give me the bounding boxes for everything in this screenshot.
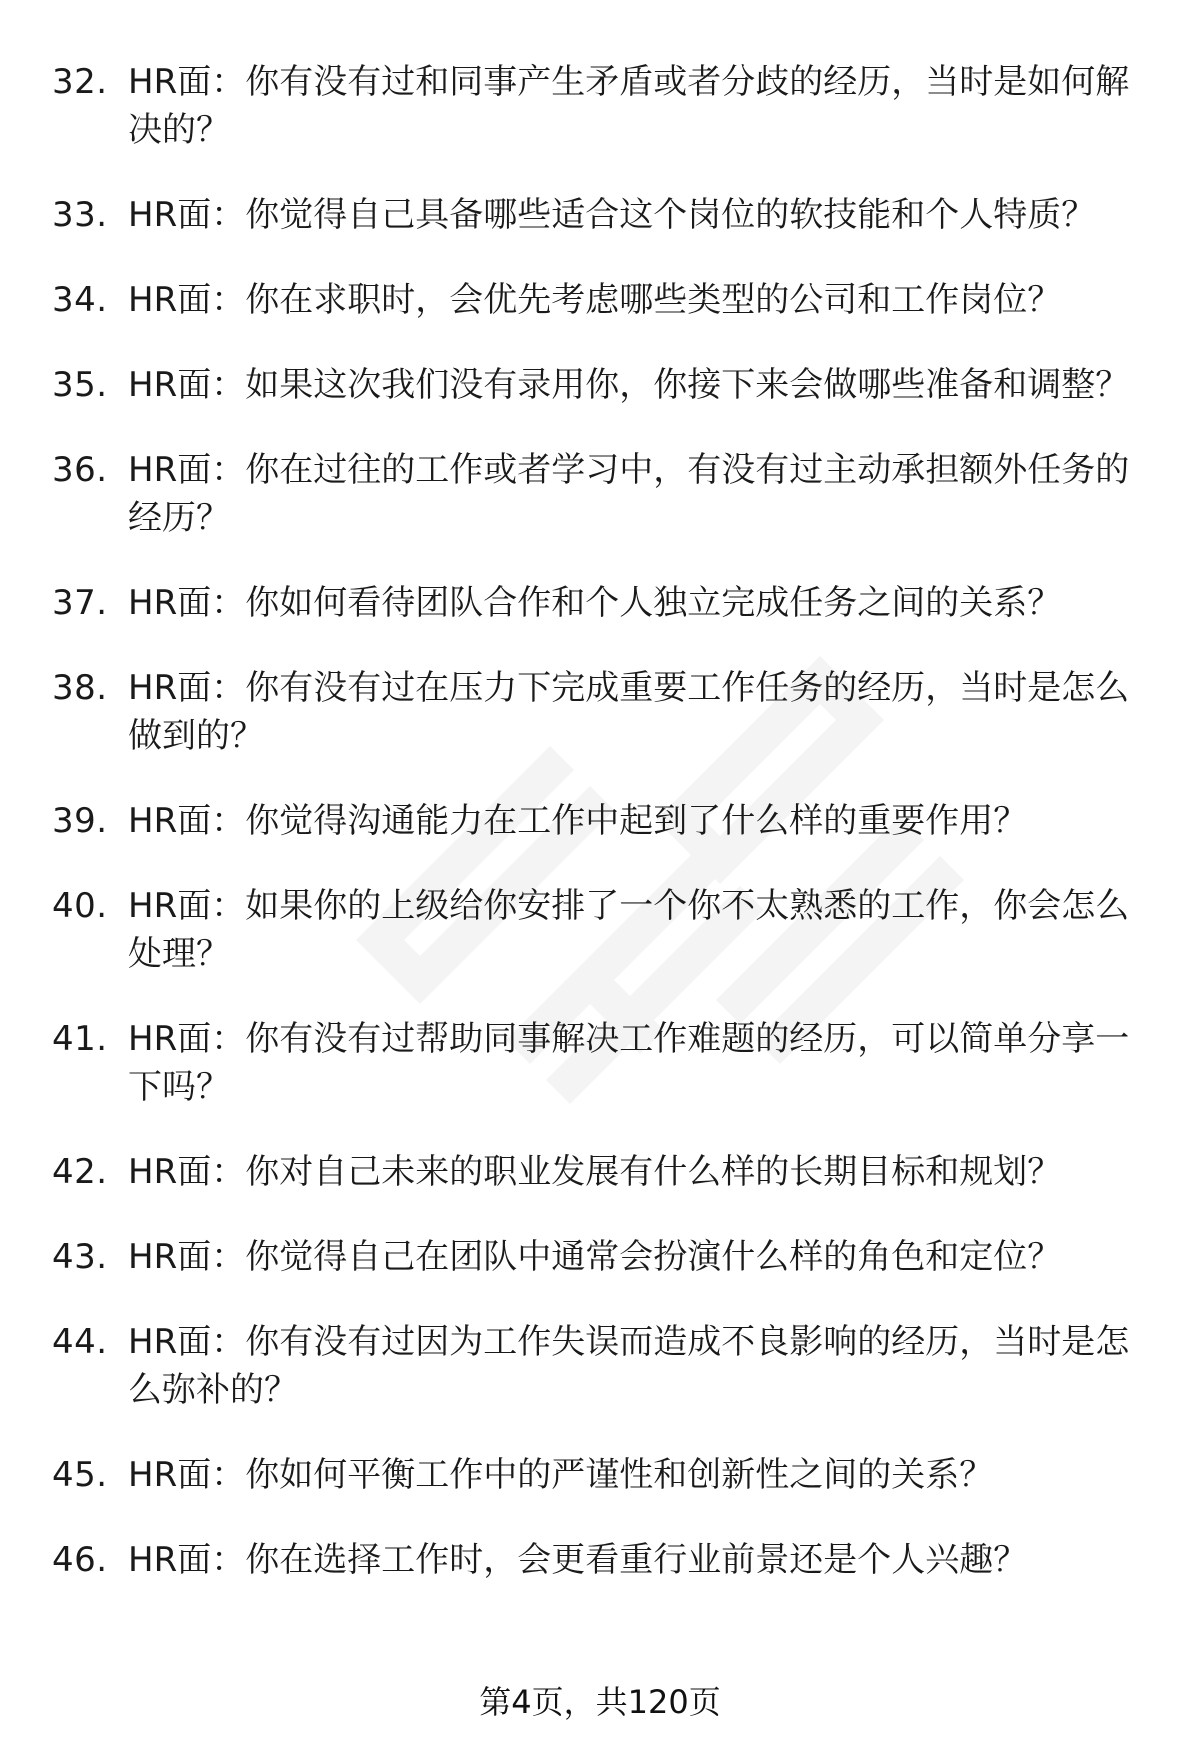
question-number: 38. xyxy=(52,668,108,708)
question-text: HR面：你如何看待团队合作和个人独立完成任务之间的关系？ xyxy=(128,583,1062,623)
question-number: 42. xyxy=(52,1152,108,1192)
question-item xyxy=(52,361,1160,409)
question-number: 46. xyxy=(52,1540,108,1580)
question-item xyxy=(52,446,1160,542)
question-item xyxy=(52,1015,1160,1111)
question-text: HR面：你觉得沟通能力在工作中起到了什么样的重要作用？ xyxy=(128,801,1028,841)
question-text: HR面：你觉得自己具备哪些适合这个岗位的软技能和个人特质？ xyxy=(128,195,1096,235)
question-text: HR面：你有没有过在压力下完成重要工作任务的经历，当时是怎么做到的？ xyxy=(128,668,1130,756)
question-number: 33. xyxy=(52,195,108,235)
question-text: HR面：你有没有过因为工作失误而造成不良影响的经历，当时是怎么弥补的？ xyxy=(128,1322,1130,1410)
question-text: HR面：你觉得自己在团队中通常会扮演什么样的角色和定位？ xyxy=(128,1237,1062,1277)
question-item xyxy=(52,797,1160,845)
question-item xyxy=(52,1148,1160,1196)
question-text: HR面：如果这次我们没有录用你，你接下来会做哪些准备和调整？ xyxy=(128,365,1130,405)
question-number: 37. xyxy=(52,583,108,623)
page-footer: 第4页，共120页 xyxy=(479,1683,721,1721)
question-number: 36. xyxy=(52,450,108,490)
question-text: HR面：你有没有过和同事产生矛盾或者分歧的经历，当时是如何解决的？ xyxy=(128,62,1130,150)
question-number: 41. xyxy=(52,1019,108,1059)
question-number: 32. xyxy=(52,62,108,102)
question-number: 44. xyxy=(52,1322,108,1362)
question-item xyxy=(52,191,1160,239)
question-number: 35. xyxy=(52,365,108,405)
question-number: 43. xyxy=(52,1237,108,1277)
question-item xyxy=(52,58,1160,154)
question-item xyxy=(52,1451,1160,1499)
question-item xyxy=(52,276,1160,324)
question-item xyxy=(52,882,1160,978)
question-number: 40. xyxy=(52,886,108,926)
question-text: HR面：你在过往的工作或者学习中，有没有过主动承担额外任务的经历？ xyxy=(128,450,1130,538)
question-item xyxy=(52,579,1160,627)
question-text: HR面：你在求职时，会优先考虑哪些类型的公司和工作岗位？ xyxy=(128,280,1062,320)
question-item xyxy=(52,1318,1160,1414)
question-item xyxy=(52,664,1160,760)
question-item xyxy=(52,1536,1160,1584)
question-text: HR面：你如何平衡工作中的严谨性和创新性之间的关系？ xyxy=(128,1455,994,1495)
question-number: 39. xyxy=(52,801,108,841)
question-list xyxy=(52,58,1160,1621)
question-number: 34. xyxy=(52,280,108,320)
question-text: HR面：如果你的上级给你安排了一个你不太熟悉的工作，你会怎么处理？ xyxy=(128,886,1130,974)
question-number: 45. xyxy=(52,1455,108,1495)
question-item xyxy=(52,1233,1160,1281)
question-text: HR面：你有没有过帮助同事解决工作难题的经历，可以简单分享一下吗？ xyxy=(128,1019,1130,1107)
question-text: HR面：你对自己未来的职业发展有什么样的长期目标和规划？ xyxy=(128,1152,1062,1192)
question-text: HR面：你在选择工作时，会更看重行业前景还是个人兴趣？ xyxy=(128,1540,1028,1580)
